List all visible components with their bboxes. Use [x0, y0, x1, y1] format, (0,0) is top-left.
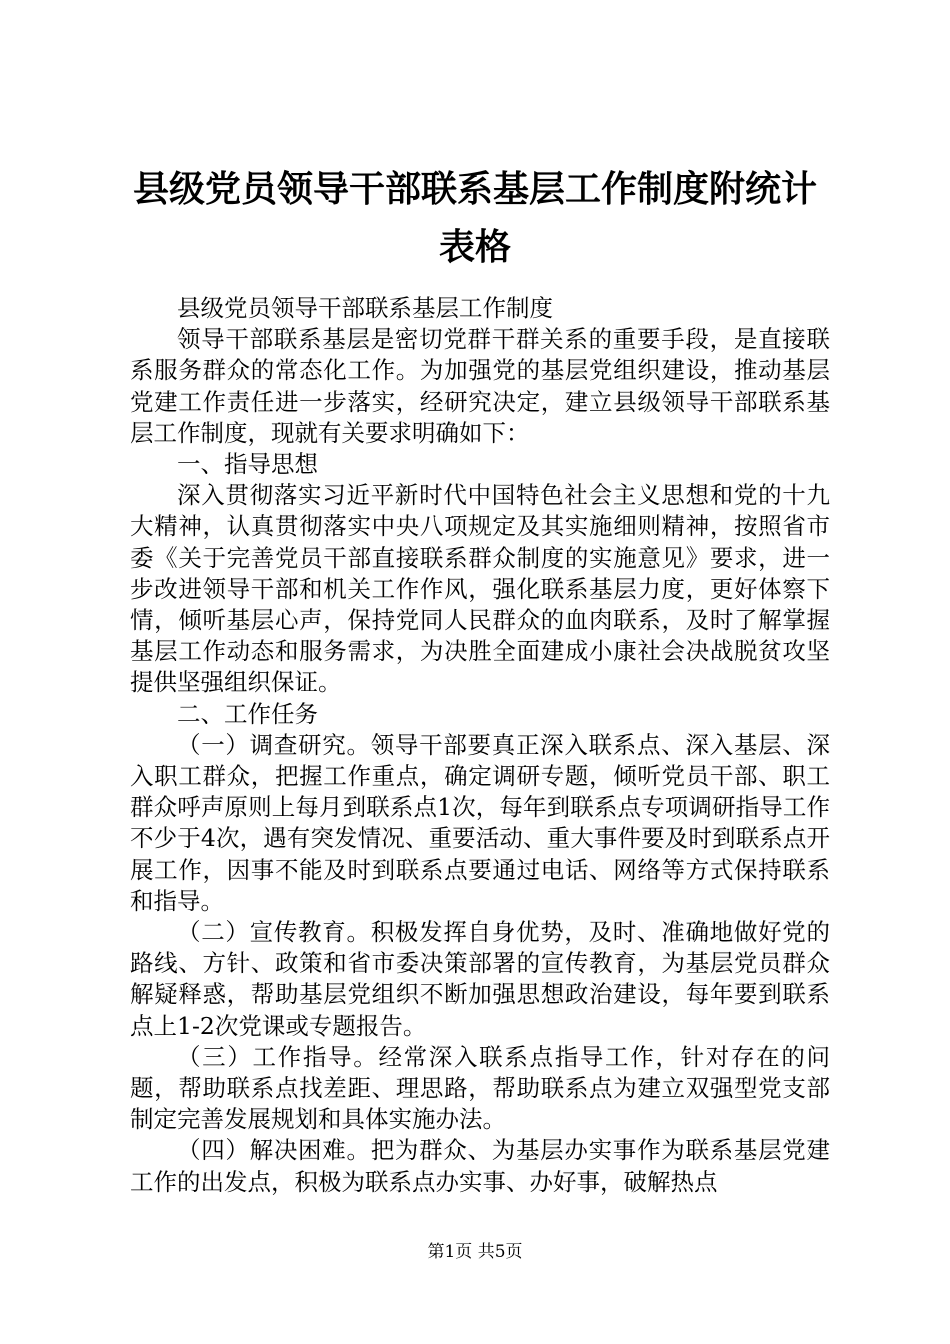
document-body: [130, 293, 830, 1198]
intro-paragraph: 领导干部联系基层是密切党群干群关系的重要手段，是直接联系服务群众的常态化工作。为加强党的基层党组织建设，推动基层党建工作责任进一步落实，经研究决定，建立县级领导干部联系基层工作制度，现就有关要求明确如下：: [130, 325, 830, 447]
page-number-footer: 第1页 共5页: [427, 1242, 523, 1262]
task-research-paragraph: （一）调查研究。领导干部要真正深入联系点、深入基层、深入职工群众，把握工作重点，确定调研专题，倾听党员干部、职工群众呼声原则上每月到联系点1次，每年到联系点专项调研指导工作不少于4次，遇有突发情况、重要活动、重大事件要及时到联系点开展工作，因事不能及时到联系点要通过电话、网络等方式保持联系和指导。: [130, 730, 830, 915]
guiding-ideology-paragraph: 深入贯彻落实习近平新时代中国特色社会主义思想和党的十九大精神，认真贯彻落实中央八项规定及其实施细则精神，按照省市委《关于完善党员干部直接联系群众制度的实施意见》要求，进一步改进领导干部和机关工作作风，强化联系基层力度，更好体察下情，倾听基层心声，保持党同人民群众的血肉联系，及时了解掌握基层工作动态和服务需求，为决胜全面建成小康社会决战脱贫攻坚提供坚强组织保证。: [130, 481, 830, 697]
document-title: 县级党员领导干部联系基层工作制度附统计表格: [132, 168, 817, 268]
task-solve-difficulties-paragraph: （四）解决困难。把为群众、为基层办实事作为联系基层党建工作的出发点，积极为联系点办实事、办好事，破解热点: [130, 1136, 830, 1196]
task-education-paragraph: （二）宣传教育。积极发挥自身优势，及时、准确地做好党的路线、方针、政策和省市委决策部署的宣传教育，为基层党员群众解疑释惑，帮助基层党组织不断加强思想政治建设，每年要到联系点上1-2次党课或专题报告。: [130, 918, 830, 1040]
subtitle-paragraph: 县级党员领导干部联系基层工作制度: [177, 294, 553, 322]
section-heading-guiding-ideology: 一、指导思想: [177, 450, 318, 479]
section-heading-work-tasks: 二、工作任务: [177, 699, 318, 728]
task-guidance-paragraph: （三）工作指导。经常深入联系点指导工作，针对存在的问题，帮助联系点找差距、理思路，帮助联系点为建立双强型党支部制定完善发展规划和具体实施办法。: [130, 1042, 830, 1134]
